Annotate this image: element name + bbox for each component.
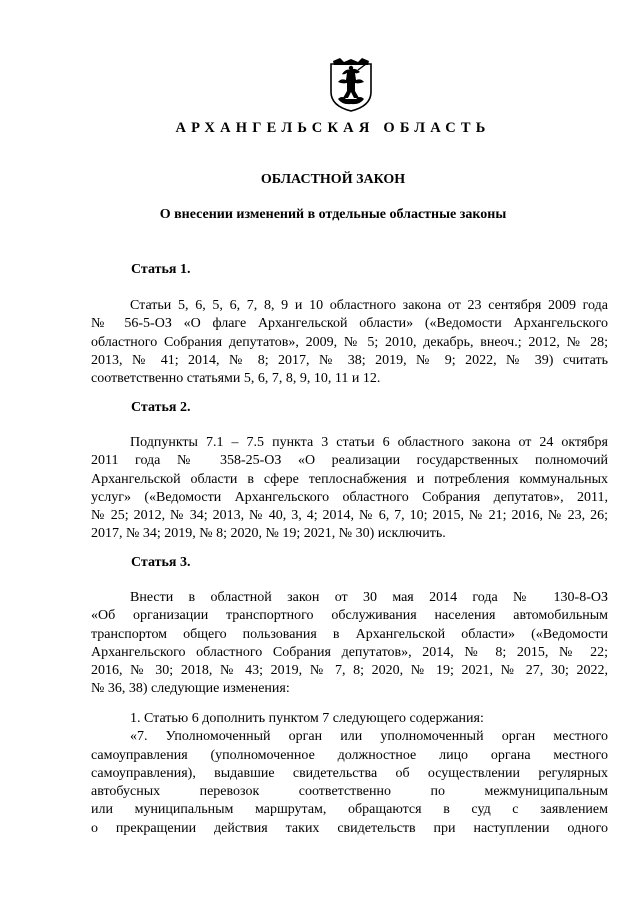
text-line: о прекращении действия таких свидетельств при наступлении одного bbox=[91, 820, 608, 836]
text-line: областного Собрания депутатов», 2009, № 5; 2010, декабрь, внеоч.; 2012, № 28; bbox=[91, 334, 608, 350]
article-2-text bbox=[91, 434, 608, 544]
text-line: соответственно статьями 5, 6, 7, 8, 9, 10, 11 и 12. bbox=[91, 371, 381, 387]
text-line: транспортом общего пользования в Архангельской области» («Ведомости bbox=[91, 626, 608, 642]
text-line: Статьи 5, 6, 5, 6, 7, 8, 9 и 10 областного закона от 23 сентября 2009 года bbox=[130, 298, 608, 313]
text-line: 2013, № 41; 2014, № 8; 2017, № 38; 2019, № 9; 2022, № 39) считать bbox=[91, 352, 608, 368]
text-line: Подпункты 7.1 – 7.5 пункта 3 статьи 6 областного закона от 24 октября bbox=[130, 435, 608, 450]
text-line: 2011 года № 358-25-ОЗ «О реализации государственных полномочий bbox=[91, 453, 608, 469]
article-1-text bbox=[91, 297, 608, 388]
article-1-heading: Статья 1. bbox=[131, 262, 191, 277]
document-title: О внесении изменений в отдельные областные законы bbox=[159, 207, 507, 222]
text-line: Архангельского областного Собрания депутатов», 2014, № 8; 2015, № 22; bbox=[91, 644, 608, 660]
text-line: Внести в областной закон от 30 мая 2014 года № 130-8-ОЗ bbox=[130, 590, 608, 605]
text-line: «Об организации транспортного обслуживания населения автомобильным bbox=[91, 608, 608, 624]
text-line: 2016, № 30; 2018, № 43; 2019, № 7, 8; 2020, № 19; 2021, № 27, 30; 2022, bbox=[91, 663, 608, 679]
article-3-heading: Статья 3. bbox=[131, 555, 191, 570]
text-line: самоуправления), выдавшие свидетельства об осуществлении регулярных bbox=[91, 765, 608, 781]
item-1-text bbox=[91, 710, 608, 838]
coat-of-arms-icon bbox=[328, 58, 374, 112]
text-line: «7. Уполномоченный орган или уполномоченный орган местного bbox=[130, 729, 608, 745]
text-line: услуг» («Ведомости Архангельского областного Собрания депутатов», 2011, bbox=[91, 489, 608, 505]
item-1-intro: 1. Статью 6 дополнить пунктом 7 следующего содержания: bbox=[130, 711, 484, 726]
article-3-text bbox=[91, 589, 608, 699]
region-name: АРХАНГЕЛЬСКАЯ ОБЛАСТЬ bbox=[175, 120, 491, 136]
text-line: № 25; 2012, № 34; 2013, № 40, 3, 4; 2014, № 6, 7, 10; 2015, № 21; 2016, № 23, 26; bbox=[91, 508, 608, 524]
article-2-heading: Статья 2. bbox=[131, 400, 191, 415]
text-line: или муниципальным маршрутам, обращаются в суд с заявлением bbox=[91, 802, 608, 818]
text-line: № 56-5-ОЗ «О флаге Архангельской области» («Ведомости Архангельского bbox=[91, 316, 608, 332]
text-line: № 36, 38) следующие изменения: bbox=[91, 681, 290, 697]
document-type: ОБЛАСТНОЙ ЗАКОН bbox=[260, 172, 406, 187]
text-line: автобусных перевозок соответственно по межмуниципальным bbox=[91, 784, 608, 800]
text-line: 2017, № 34; 2019, № 8; 2020, № 19; 2021, № 30) исключить. bbox=[91, 526, 446, 542]
text-line: Архангельской области в сфере теплоснабжения и потребления коммунальных bbox=[91, 471, 608, 487]
text-line: самоуправления (уполномоченное должностное лицо органа местного bbox=[91, 747, 608, 763]
